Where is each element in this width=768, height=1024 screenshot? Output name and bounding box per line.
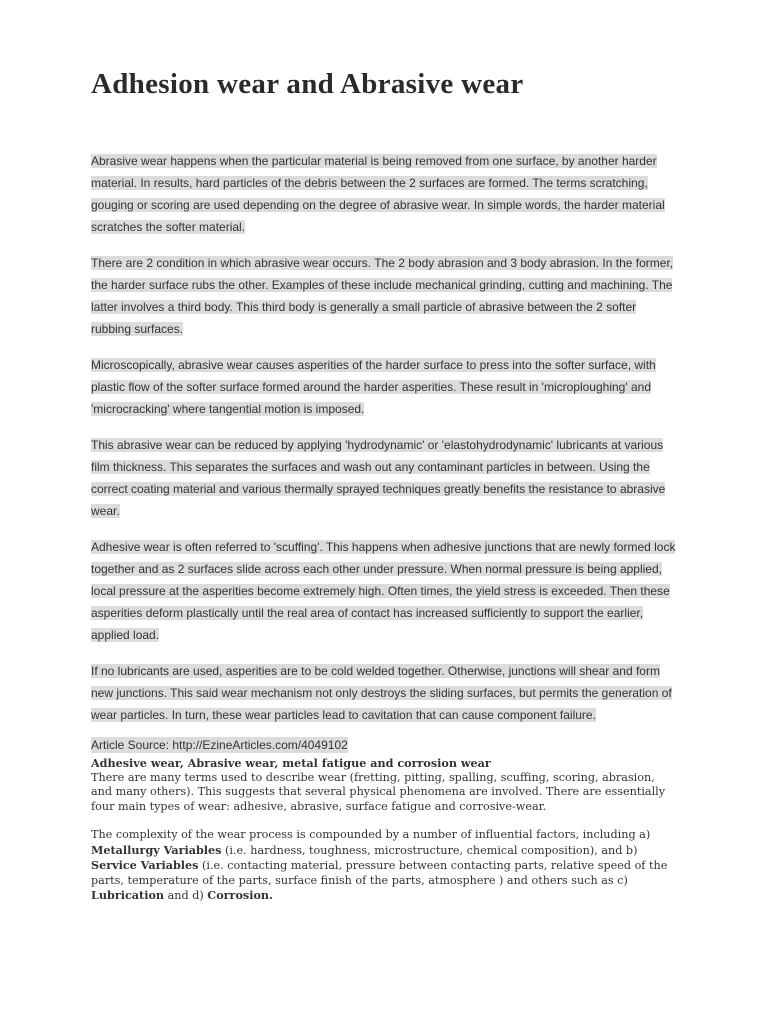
- paragraph: [91, 660, 678, 726]
- paragraph-text: There are 2 condition in which abrasive wear occurs. The 2 body abrasion and 3 body abrasion. In the former, the harder surface rubs the other. Examples of these include mechanical grinding, cutting and machining. The latter involves a third body. This third body is generally a small particle of abrasive between the 2 softer rubbing surfaces.: [91, 256, 674, 336]
- factors-lead: The complexity of the wear process is compounded by a number of influential factors, including a): [91, 828, 651, 841]
- lubrication-term: Lubrication: [91, 888, 165, 902]
- paragraph: [91, 252, 678, 340]
- paragraph-text: Microscopically, abrasive wear causes asperities of the harder surface to press into the softer surface, with plastic flow of the softer surface formed around the harder asperities. These result in 'microploughing' and 'microcracking' where tangential motion is imposed.: [91, 358, 656, 416]
- paragraph: [91, 434, 678, 522]
- metallurgy-term: Metallurgy Variables: [91, 842, 222, 857]
- paragraph-text: If no lubricants are used, asperities are to be cold welded together. Otherwise, junctions will shear and form new junctions. This said wear mechanism not only destroys the sliding surfaces, but permits the generation of wear particles. In turn, these wear particles lead to cavitation that can cause component failure.: [91, 664, 672, 722]
- paragraph-text: This abrasive wear can be reduced by applying 'hydrodynamic' or 'elastohydrodynamic' lubricants at various film thickness. This separates the surfaces and wash out any contaminant particles in between. Using the correct coating material and various thermally sprayed techniques greatly benefits the resistance to abrasive wear.: [91, 438, 666, 518]
- factors-paragraph: [91, 828, 678, 904]
- and-d: and d): [167, 889, 204, 902]
- service-term: Service Variables: [91, 858, 199, 872]
- section-heading: Adhesive wear, Abrasive wear, metal fatigue and corrosion wear: [91, 756, 491, 770]
- paragraph-text: Adhesive wear is often referred to 'scuffing'. This happens when adhesive junctions that are newly formed lock together and as 2 surfaces slide across each other under pressure. When normal pressure is being applied, local pressure at the asperities become extremely high. Often times, the yield stress is exceeded. Then these asperities deform plastically until the real area of contact has increased sufficiently to support the earlier, applied load.: [91, 540, 676, 642]
- metallurgy-desc: (i.e. hardness, toughness, microstructure, chemical composition), and b): [225, 843, 638, 857]
- page-title: Adhesion wear and Abrasive wear: [91, 68, 524, 100]
- section-intro: There are many terms used to describe wear (fretting, pitting, spalling, scuffing, scoring, abrasion, and many others). This suggests that several physical phenomena are involved. There are essentially four main types of wear: adhesive, abrasive, surface fatigue and corrosive-wear.: [91, 770, 666, 813]
- paragraph-text: Abrasive wear happens when the particular material is being removed from one surface, by another harder material. In results, hard particles of the debris between the 2 surfaces are formed. The terms scratching, gouging or scoring are used depending on the degree of abrasive wear. In simple words, the harder material scratches the softer material.: [91, 154, 665, 234]
- paragraph: [91, 536, 678, 646]
- wear-types-section: [91, 756, 678, 918]
- corrosion-term: Corrosion.: [207, 888, 273, 902]
- paragraph: [91, 354, 678, 420]
- article-body: [91, 150, 678, 740]
- paragraph: [91, 150, 678, 238]
- service-desc: (i.e. contacting material, pressure between contacting parts, relative speed of the parts, temperature of the parts, surface finish of the parts, atmosphere ) and others such as c): [91, 859, 668, 887]
- article-source: Article Source: http://EzineArticles.com/4049102: [91, 738, 348, 752]
